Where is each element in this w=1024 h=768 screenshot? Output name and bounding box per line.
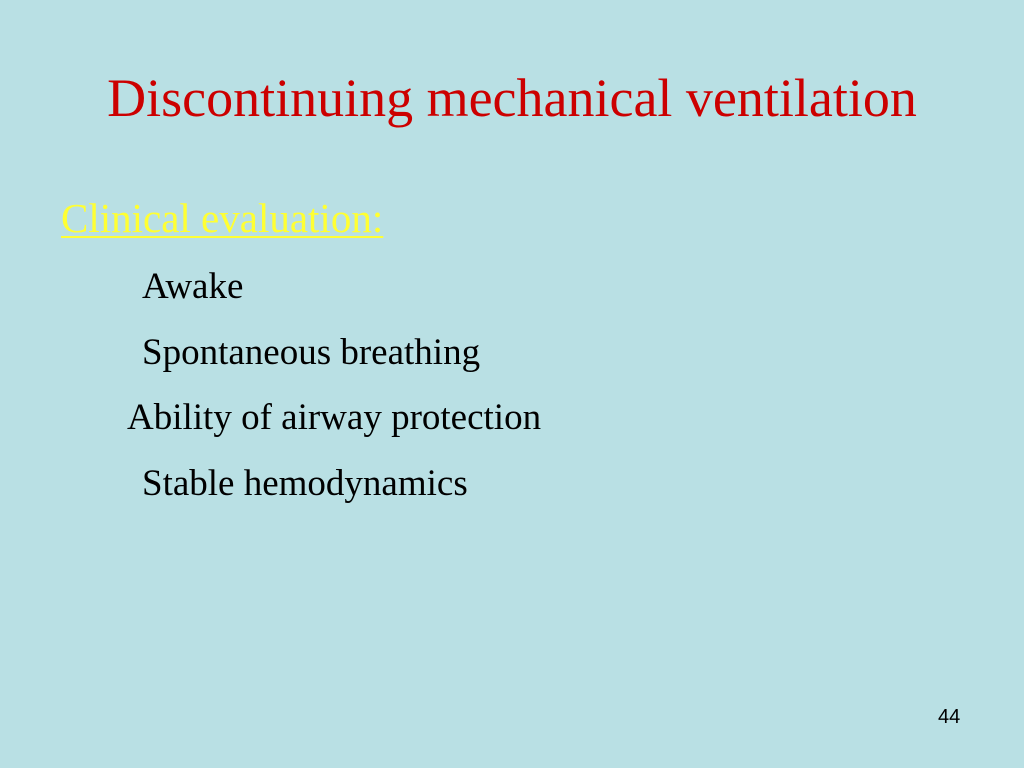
clinical-evaluation-heading: Clinical evaluation: [61, 195, 384, 241]
criteria-item-spontaneous-breathing: Spontaneous breathing [142, 332, 481, 373]
criteria-item-airway-protection: Ability of airway protection [127, 397, 542, 438]
criteria-item-stable-hemodynamics: Stable hemodynamics [142, 463, 468, 504]
slide-title: Discontinuing mechanical ventilation [107, 68, 917, 128]
slide-page-number: 44 [938, 706, 961, 728]
criteria-item-awake: Awake [142, 266, 244, 307]
